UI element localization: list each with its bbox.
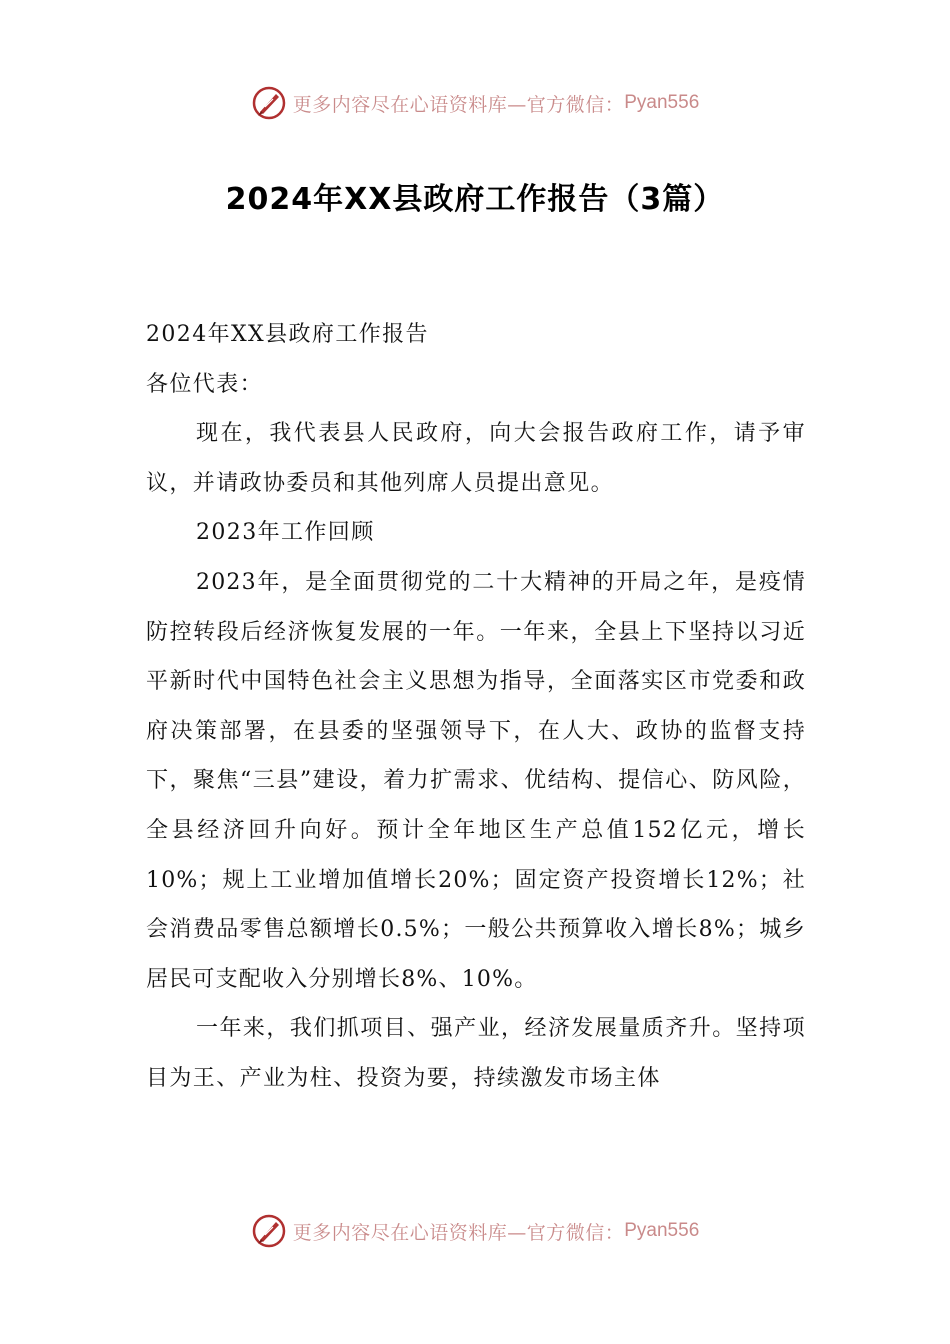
- salutation: 各位代表：: [146, 371, 264, 397]
- header-watermark: [0, 83, 950, 123]
- watermark-text: 更多内容尽在心语资料库—官方微信：: [292, 93, 625, 116]
- section-heading-review: 2023年工作回顾: [196, 520, 375, 546]
- paragraph-intro: 现在，我代表县人民政府，向大会报告政府工作，请予审议，并请政协委员和其他列席人员提出意见。: [146, 421, 806, 496]
- quill-logo-icon: [251, 85, 287, 121]
- paragraph-overview: 2023年，是全面贯彻党的二十大精神的开局之年，是疫情防控转段后经济恢复发展的一年。一年来，全县上下坚持以习近平新时代中国特色社会主义思想为指导，全面落实区市党委和政府决策部署，在县委的坚强领导下，在人大、政协的监督支持下，聚焦“三县”建设，着力扩需求、优结构、提信心、防风险，全县经济回升向好。预计全年地区生产总值152亿元，增长10%；规上工业增加值增长20%；固定资产投资增长12%；社会消费品零售总额增长0.5%；一般公共预算收入增长8%；城乡居民可支配收入分别增长8%、10%。: [146, 569, 806, 992]
- paragraph-projects: 一年来，我们抓项目、强产业，经济发展量质齐升。坚持项目为王、产业为柱、投资为要，持续激发市场主体: [146, 1016, 806, 1091]
- document-subtitle: 2024年XX县政府工作报告: [146, 322, 429, 347]
- watermark-wechat-id: Pyan556: [624, 1220, 700, 1241]
- quill-logo-icon: [251, 1213, 287, 1249]
- watermark-wechat-id: Pyan556: [624, 92, 700, 113]
- document-title: 2024年XX县政府工作报告（3篇）: [225, 182, 725, 217]
- document-body: [146, 310, 806, 1104]
- watermark-text: 更多内容尽在心语资料库—官方微信：: [292, 1221, 625, 1244]
- footer-watermark: [0, 1211, 950, 1251]
